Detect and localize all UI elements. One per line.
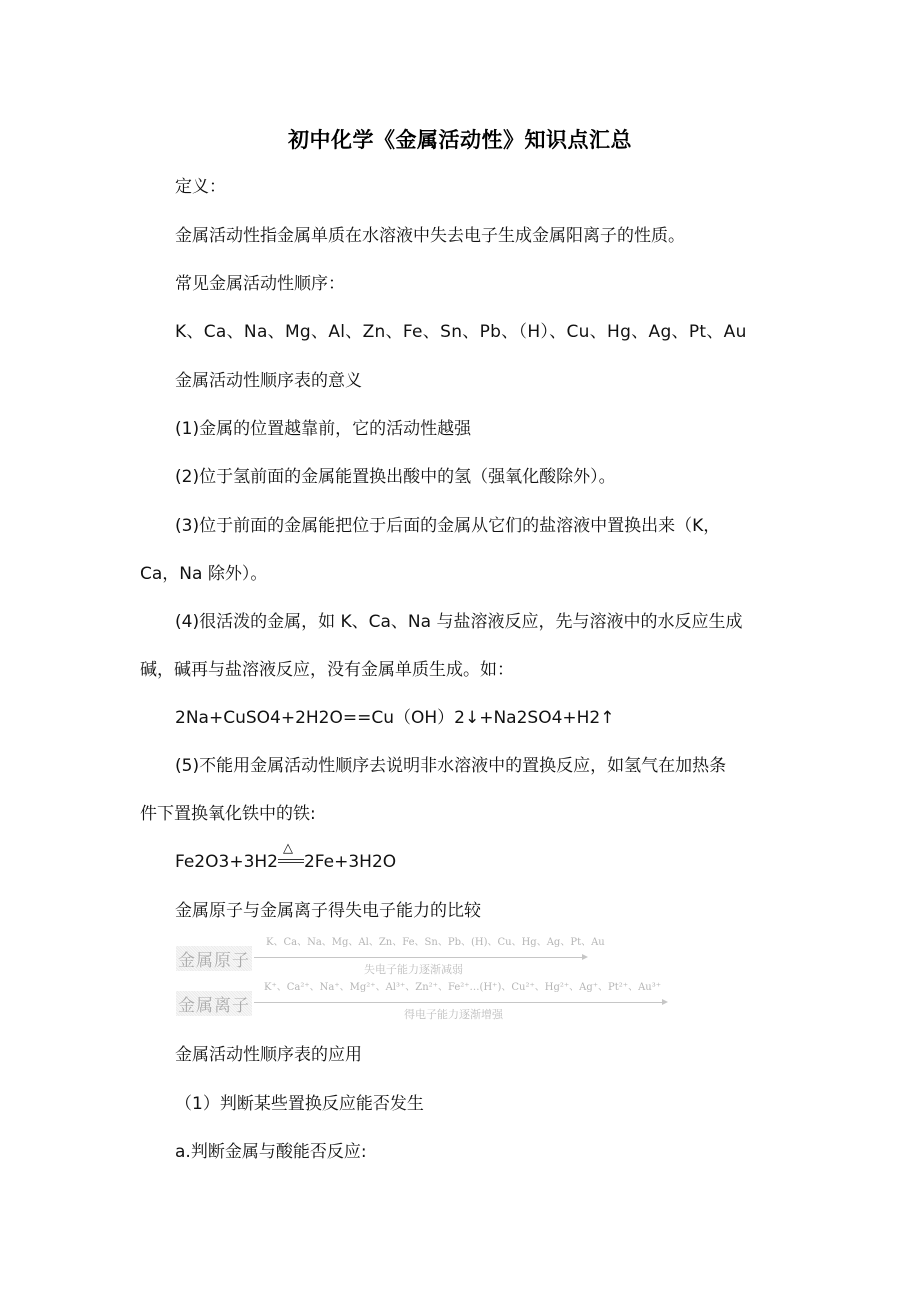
common-order-label: 常见金属活动性顺序： — [175, 274, 345, 294]
electron-ability-diagram — [176, 930, 676, 1020]
equation-left: Fe2O3+3H2 — [175, 852, 278, 872]
meaning-item-5-cont: 件下置换氧化铁中的铁: — [140, 804, 316, 824]
equation-iron-oxide-reduction — [175, 841, 397, 874]
meaning-item-4: (4)很活泼的金属，如 K、Ca、Na 与盐溶液反应，先与溶液中的水反应生成 — [175, 612, 743, 632]
arrow-right-icon — [254, 957, 584, 958]
diagram-atoms-label: 金属原子 — [176, 946, 252, 971]
diagram-atoms-sequence: K、Ca、Na、Mg、Al、Zn、Fe、Sn、Pb、(H)、Cu、Hg、Ag、Pt、Au — [266, 937, 605, 948]
meaning-item-1: (1)金属的位置越靠前，它的活动性越强 — [175, 419, 472, 439]
meaning-item-3-cont: Ca，Na 除外）。 — [140, 564, 268, 584]
meaning-item-4-cont: 碱，碱再与盐溶液反应，没有金属单质生成。如： — [140, 660, 514, 680]
diagram-ions-caption: 得电子能力逐渐增强 — [404, 1008, 503, 1021]
definition-label: 定义： — [175, 177, 226, 197]
page-title: 初中化学《金属活动性》知识点汇总 — [288, 128, 632, 152]
diagram-row-atoms — [176, 930, 676, 975]
arrow-right-icon — [254, 1002, 664, 1003]
heat-condition-equals — [278, 841, 304, 869]
common-order-sequence: K、Ca、Na、Mg、Al、Zn、Fe、Sn、Pb、（H）、Cu、Hg、Ag、Pt、Au — [175, 322, 747, 342]
diagram-row-ions — [176, 975, 676, 1020]
diagram-ions-label: 金属离子 — [176, 991, 252, 1016]
equation-right: 2Fe+3H2O — [303, 852, 397, 872]
meaning-item-2: (2)位于氢前面的金属能置换出酸中的氢（强氧化酸除外）。 — [175, 467, 616, 487]
comparison-heading: 金属原子与金属离子得失电子能力的比较 — [175, 901, 481, 921]
diagram-ions-sequence: K⁺、Ca²⁺、Na⁺、Mg²⁺、Al³⁺、Zn²⁺、Fe²⁺…(H⁺)、Cu²⁺、Hg²⁺、Ag⁺、Pt²⁺、Au³⁺ — [264, 982, 662, 993]
equation-sodium-copper-sulfate: 2Na+CuSO4+2H2O==Cu（OH）2↓+Na2SO4+H2↑ — [175, 708, 615, 728]
delta-icon: △ — [282, 841, 293, 856]
application-heading: 金属活动性顺序表的应用 — [175, 1045, 362, 1065]
meaning-heading: 金属活动性顺序表的意义 — [175, 371, 362, 391]
diagram-atoms-caption: 失电子能力逐渐减弱 — [364, 963, 463, 976]
definition-text: 金属活动性指金属单质在水溶液中失去电子生成金属阳离子的性质。 — [175, 226, 685, 246]
meaning-item-3: (3)位于前面的金属能把位于后面的金属从它们的盐溶液中置换出来（K， — [175, 516, 721, 536]
application-item-1a: a.判断金属与酸能否反应: — [175, 1142, 367, 1162]
application-item-1: （1）判断某些置换反应能否发生 — [175, 1094, 424, 1114]
meaning-item-5: (5)不能用金属活动性顺序去说明非水溶液中的置换反应，如氢气在加热条 — [175, 756, 727, 776]
